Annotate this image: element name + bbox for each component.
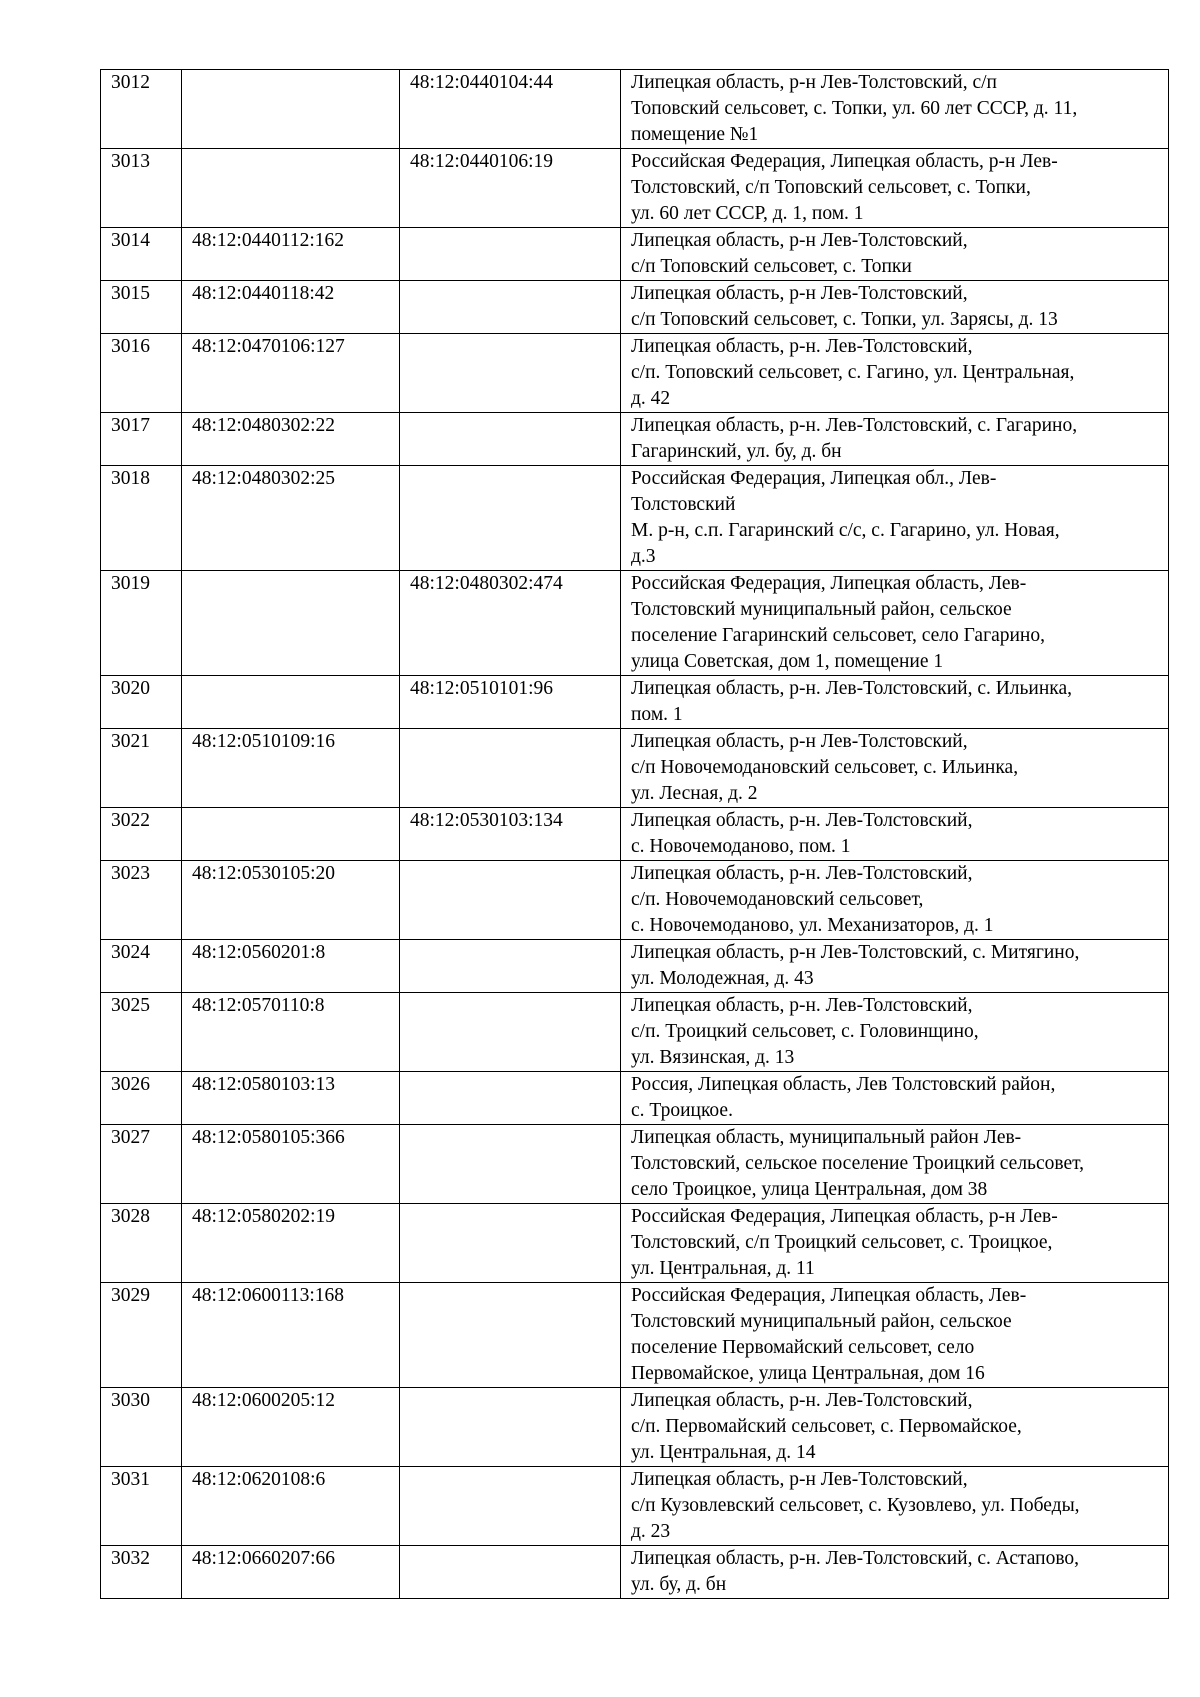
table-row (101, 729, 1169, 808)
address-line: ул. Вязинская, д. 13 (631, 1047, 795, 1068)
table-row (101, 676, 1169, 729)
table-row (101, 1204, 1169, 1283)
table-row (101, 1546, 1169, 1599)
building-cadastral-number-cell (400, 1388, 621, 1467)
address-line: Толстовский, с/п Троицкий сельсовет, с. Троицкое, (631, 1232, 1053, 1253)
land-cadastral-number-cell: 48:12:0510109:16 (182, 729, 400, 808)
table-row (101, 228, 1169, 281)
row-number-cell: 3019 (101, 571, 182, 676)
row-number-cell: 3027 (101, 1125, 182, 1204)
address-line: Липецкая область, р-н. Лев-Толстовский, (631, 863, 973, 884)
building-cadastral-number-cell (400, 993, 621, 1072)
building-cadastral-number-cell: 48:12:0510101:96 (400, 676, 621, 729)
land-cadastral-number-cell: 48:12:0560201:8 (182, 940, 400, 993)
address-line: Топовский сельсовет, с. Топки, ул. 60 лет СССР, д. 11, (631, 98, 1078, 119)
land-cadastral-number-cell: 48:12:0440118:42 (182, 281, 400, 334)
land-cadastral-number-cell: 48:12:0620108:6 (182, 1467, 400, 1546)
address-cell (621, 861, 1169, 940)
table-row (101, 1125, 1169, 1204)
table-row (101, 808, 1169, 861)
building-cadastral-number-cell (400, 281, 621, 334)
row-number-cell: 3013 (101, 149, 182, 228)
address-line: д. 42 (631, 388, 671, 409)
address-line: Гагаринский, ул. бу, д. бн (631, 441, 842, 462)
address-line: помещение №1 (631, 124, 759, 145)
address-line: Российская Федерация, Липецкая область, р-н Лев- (631, 1206, 1058, 1227)
land-cadastral-number-cell: 48:12:0480302:22 (182, 413, 400, 466)
address-line: Российская Федерация, Липецкая область, р-н Лев- (631, 151, 1058, 172)
row-number-cell: 3023 (101, 861, 182, 940)
address-line: с. Новочемоданово, пом. 1 (631, 836, 851, 857)
land-cadastral-number-cell (182, 676, 400, 729)
address-line: Толстовский, сельское поселение Троицкий сельсовет, (631, 1153, 1085, 1174)
address-line: Липецкая область, р-н Лев-Толстовский, (631, 1469, 968, 1490)
address-line: Липецкая область, р-н. Лев-Толстовский, с. Ильинка, (631, 678, 1073, 699)
land-cadastral-number-cell: 48:12:0660207:66 (182, 1546, 400, 1599)
property-registry-table (100, 69, 1169, 1599)
address-cell (621, 466, 1169, 571)
address-line: с/п Кузовлевский сельсовет, с. Кузовлево, ул. Победы, (631, 1495, 1080, 1516)
row-number-cell: 3017 (101, 413, 182, 466)
address-line: ул. Центральная, д. 11 (631, 1258, 815, 1279)
address-line: Толстовский, с/п Топовский сельсовет, с. Топки, (631, 177, 1031, 198)
address-line: ул. Молодежная, д. 43 (631, 968, 814, 989)
address-cell (621, 729, 1169, 808)
registry-table-body (101, 70, 1169, 1599)
row-number-cell: 3015 (101, 281, 182, 334)
address-line: с/п. Топовский сельсовет, с. Гагино, ул. Центральная, (631, 362, 1075, 383)
row-number-cell: 3025 (101, 993, 182, 1072)
address-cell (621, 940, 1169, 993)
address-line: Россия, Липецкая область, Лев Толстовский район, (631, 1074, 1056, 1095)
building-cadastral-number-cell (400, 1125, 621, 1204)
building-cadastral-number-cell (400, 334, 621, 413)
land-cadastral-number-cell: 48:12:0480302:25 (182, 466, 400, 571)
table-row (101, 1072, 1169, 1125)
row-number-cell: 3018 (101, 466, 182, 571)
building-cadastral-number-cell (400, 466, 621, 571)
address-line: ул. 60 лет СССР, д. 1, пом. 1 (631, 203, 864, 224)
table-row (101, 334, 1169, 413)
address-cell (621, 808, 1169, 861)
address-cell (621, 70, 1169, 149)
building-cadastral-number-cell (400, 1204, 621, 1283)
address-cell (621, 676, 1169, 729)
address-line: Липецкая область, р-н. Лев-Толстовский, (631, 810, 973, 831)
address-line: с/п Новочемодановский сельсовет, с. Ильинка, (631, 757, 1019, 778)
address-line: с. Новочемоданово, ул. Механизаторов, д. 1 (631, 915, 994, 936)
address-line: с/п. Троицкий сельсовет, с. Головинщино, (631, 1021, 979, 1042)
address-line: ул. Лесная, д. 2 (631, 783, 758, 804)
land-cadastral-number-cell (182, 70, 400, 149)
building-cadastral-number-cell: 48:12:0440106:19 (400, 149, 621, 228)
address-line: Липецкая область, р-н Лев-Толстовский, (631, 731, 968, 752)
address-cell (621, 1204, 1169, 1283)
address-line: Липецкая область, р-н Лев-Толстовский, (631, 230, 968, 251)
address-line: Липецкая область, р-н. Лев-Толстовский, (631, 995, 973, 1016)
address-cell (621, 571, 1169, 676)
row-number-cell: 3028 (101, 1204, 182, 1283)
table-row (101, 571, 1169, 676)
building-cadastral-number-cell: 48:12:0440104:44 (400, 70, 621, 149)
address-line: д.3 (631, 546, 656, 567)
building-cadastral-number-cell (400, 1072, 621, 1125)
address-line: Российская Федерация, Липецкая область, Лев- (631, 573, 1027, 594)
building-cadastral-number-cell (400, 1546, 621, 1599)
row-number-cell: 3029 (101, 1283, 182, 1388)
address-line: Российская Федерация, Липецкая область, Лев- (631, 1285, 1027, 1306)
land-cadastral-number-cell: 48:12:0570110:8 (182, 993, 400, 1072)
address-line: Липецкая область, р-н. Лев-Толстовский, (631, 1390, 973, 1411)
land-cadastral-number-cell: 48:12:0470106:127 (182, 334, 400, 413)
table-row (101, 466, 1169, 571)
land-cadastral-number-cell (182, 571, 400, 676)
land-cadastral-number-cell (182, 149, 400, 228)
address-cell (621, 1388, 1169, 1467)
land-cadastral-number-cell: 48:12:0600205:12 (182, 1388, 400, 1467)
address-line: Липецкая область, р-н Лев-Толстовский, (631, 283, 968, 304)
row-number-cell: 3020 (101, 676, 182, 729)
row-number-cell: 3024 (101, 940, 182, 993)
address-line: Липецкая область, р-н. Лев-Толстовский, с. Астапово, (631, 1548, 1080, 1569)
address-cell (621, 281, 1169, 334)
row-number-cell: 3021 (101, 729, 182, 808)
address-line: Российская Федерация, Липецкая обл., Лев- (631, 468, 997, 489)
building-cadastral-number-cell (400, 1467, 621, 1546)
address-cell (621, 993, 1169, 1072)
address-line: с/п Топовский сельсовет, с. Топки (631, 256, 912, 277)
address-line: ул. бу, д. бн (631, 1574, 727, 1595)
address-line: с. Троицкое. (631, 1100, 733, 1121)
table-row (101, 1283, 1169, 1388)
table-row (101, 1388, 1169, 1467)
address-line: Толстовский муниципальный район, сельское (631, 1311, 1012, 1332)
address-line: село Троицкое, улица Центральная, дом 38 (631, 1179, 988, 1200)
address-line: Липецкая область, р-н Лев-Толстовский, с/п (631, 72, 997, 93)
row-number-cell: 3016 (101, 334, 182, 413)
table-row (101, 70, 1169, 149)
land-cadastral-number-cell: 48:12:0530105:20 (182, 861, 400, 940)
address-cell (621, 228, 1169, 281)
land-cadastral-number-cell (182, 808, 400, 861)
building-cadastral-number-cell (400, 1283, 621, 1388)
address-line: с/п. Первомайский сельсовет, с. Первомайское, (631, 1416, 1022, 1437)
address-cell (621, 149, 1169, 228)
row-number-cell: 3026 (101, 1072, 182, 1125)
address-cell (621, 334, 1169, 413)
address-line: М. р-н, с.п. Гагаринский с/с, с. Гагарино, ул. Новая, (631, 520, 1060, 541)
address-line: улица Советская, дом 1, помещение 1 (631, 651, 944, 672)
table-row (101, 1467, 1169, 1546)
building-cadastral-number-cell (400, 861, 621, 940)
address-line: д. 23 (631, 1521, 671, 1542)
building-cadastral-number-cell: 48:12:0480302:474 (400, 571, 621, 676)
table-row (101, 149, 1169, 228)
row-number-cell: 3032 (101, 1546, 182, 1599)
land-cadastral-number-cell: 48:12:0580202:19 (182, 1204, 400, 1283)
address-line: с/п. Новочемодановский сельсовет, (631, 889, 924, 910)
table-row (101, 940, 1169, 993)
address-cell (621, 1125, 1169, 1204)
land-cadastral-number-cell: 48:12:0580105:366 (182, 1125, 400, 1204)
building-cadastral-number-cell (400, 228, 621, 281)
address-line: Липецкая область, р-н Лев-Толстовский, с. Митягино, (631, 942, 1080, 963)
address-line: Липецкая область, муниципальный район Лев- (631, 1127, 1022, 1148)
address-line: ул. Центральная, д. 14 (631, 1442, 816, 1463)
building-cadastral-number-cell (400, 413, 621, 466)
row-number-cell: 3022 (101, 808, 182, 861)
land-cadastral-number-cell: 48:12:0440112:162 (182, 228, 400, 281)
address-line: пом. 1 (631, 704, 683, 725)
address-line: Липецкая область, р-н. Лев-Толстовский, (631, 336, 973, 357)
table-row (101, 861, 1169, 940)
row-number-cell: 3012 (101, 70, 182, 149)
building-cadastral-number-cell: 48:12:0530103:134 (400, 808, 621, 861)
land-cadastral-number-cell: 48:12:0580103:13 (182, 1072, 400, 1125)
address-line: Толстовский муниципальный район, сельское (631, 599, 1012, 620)
address-cell (621, 1072, 1169, 1125)
table-row (101, 281, 1169, 334)
address-cell (621, 413, 1169, 466)
address-line: Липецкая область, р-н. Лев-Толстовский, с. Гагарино, (631, 415, 1078, 436)
row-number-cell: 3031 (101, 1467, 182, 1546)
building-cadastral-number-cell (400, 729, 621, 808)
building-cadastral-number-cell (400, 940, 621, 993)
address-line: Первомайское, улица Центральная, дом 16 (631, 1363, 985, 1384)
address-line: с/п Топовский сельсовет, с. Топки, ул. Зарясы, д. 13 (631, 309, 1058, 330)
table-row (101, 413, 1169, 466)
table-row (101, 993, 1169, 1072)
row-number-cell: 3014 (101, 228, 182, 281)
address-line: поселение Первомайский сельсовет, село (631, 1337, 975, 1358)
address-line: поселение Гагаринский сельсовет, село Гагарино, (631, 625, 1045, 646)
land-cadastral-number-cell: 48:12:0600113:168 (182, 1283, 400, 1388)
address-cell (621, 1283, 1169, 1388)
address-line: Толстовский (631, 494, 736, 515)
row-number-cell: 3030 (101, 1388, 182, 1467)
address-cell (621, 1467, 1169, 1546)
address-cell (621, 1546, 1169, 1599)
